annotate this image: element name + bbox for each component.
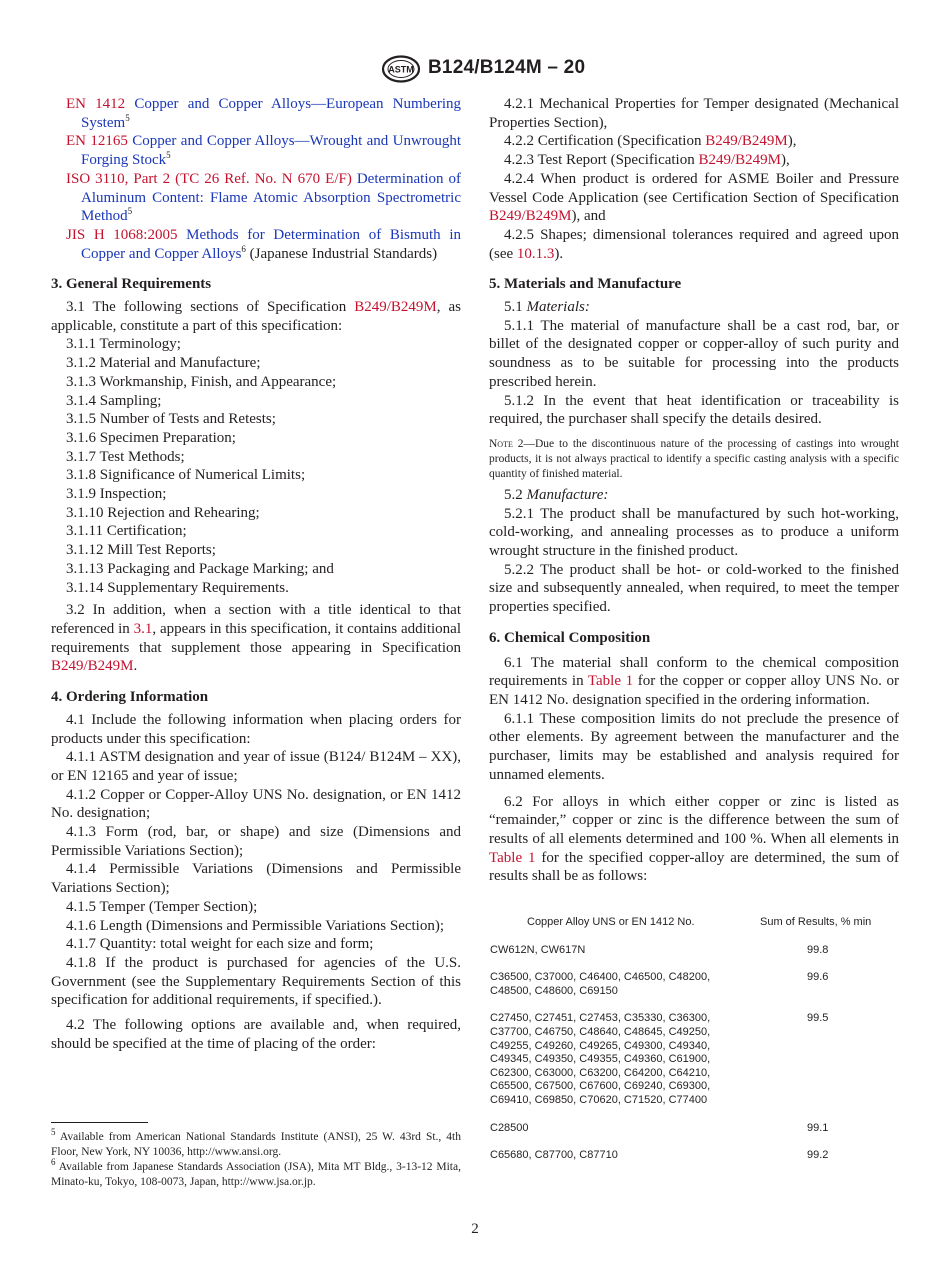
note-2: Note 2—Due to the discontinuous nature of the processing of castings into wrought products, it is not always practical to identify a specific casting analysis with a specific quantity of finished material. (489, 437, 899, 480)
paragraph-4-2-2: 4.2.2 Certification (Specification B249/B249M), (504, 133, 797, 150)
reference-title-link[interactable]: Copper and Copper Alloys—Wrought and Unwrought Forging Stock (81, 133, 462, 169)
alloy-line: C27450, C27451, C27453, C35330, C36300, (490, 1012, 711, 1025)
link-10-1-3[interactable]: 10.1.3 (516, 245, 555, 262)
table-cell-sum: 99.8 (807, 943, 829, 956)
list-item: 4.1.8 If the product is purchased for agencies of the U.S. Government (see the Supplementary Requirements Section of this specification for additional requirements, if specified.). (51, 954, 461, 1009)
paragraph-4-2-3: 4.2.3 Test Report (Specification B249/B249M), (504, 152, 790, 169)
table-cell-alloys (489, 1012, 807, 1107)
footnote-divider (51, 1122, 148, 1123)
reference-code-link[interactable]: EN 12165 (66, 133, 128, 150)
list-item: 4.1.1 ASTM designation and year of issue (B124/ B124M – XX), or EN 12165 and year of issue; (51, 749, 461, 784)
alloy-line: C62300, C63000, C63200, C64200, C64210, (490, 1066, 711, 1079)
list-item: 3.1.11 Certification; (66, 523, 187, 540)
reference-item: EN 1412 Copper and Copper Alloys—European Numbering System$^5$ (66, 96, 462, 131)
list-item: 3.1.2 Material and Manufacture; (66, 355, 261, 372)
footnote-6: $^6$ Available from Japanese Standards Association (JSA), Mita MT Bldg., 3-13-12 Mita, Minato-ku, Tokyo, 108-0073, Japan, http://www.jsa.or.jp. (51, 1157, 461, 1188)
table-row (489, 1122, 899, 1136)
page-number: 2 (471, 1221, 479, 1237)
table-row (489, 971, 899, 998)
reference-item: ISO 3110, Part 2 (TC 26 Ref. No. N 670 E/F) Determination of Aluminum Content: Flame Atomic Absorption Spectrometric Method$^5$ (66, 170, 461, 225)
list-item: 3.1.12 Mill Test Reports; (66, 542, 216, 559)
right-column (489, 95, 899, 886)
alloy-line: C65680, C87700, C87710 (490, 1149, 618, 1162)
link-b249[interactable]: B249/B249M (489, 208, 572, 225)
section-5-heading: 5. Materials and Manufacture (489, 276, 682, 293)
alloy-line: C37700, C46750, C48640, C48645, C49250, (490, 1025, 711, 1038)
table-cell-sum: 99.1 (807, 1121, 829, 1134)
table-cell-sum: 99.6 (807, 971, 829, 984)
reference-list (51, 95, 461, 263)
list-item: 3.1.4 Sampling; (66, 392, 162, 409)
list-item: 4.1.5 Temper (Temper Section); (66, 898, 258, 915)
reference-code-link[interactable]: EN 1412 (66, 96, 126, 112)
list-item: 3.1.8 Significance of Numerical Limits; (66, 467, 306, 484)
link-b249[interactable]: B249/B249M (698, 152, 781, 169)
table-cell-sum: 99.2 (807, 1149, 829, 1162)
list-item: 3.1.7 Test Methods; (66, 448, 185, 465)
reference-title-link[interactable]: Copper and Copper Alloys—European Numbering System (81, 96, 462, 131)
logo-text: ASTM (388, 64, 414, 75)
list-item: 4.1.7 Quantity: total weight for each size and form; (66, 936, 374, 953)
list-item: 3.1.9 Inspection; (66, 486, 167, 503)
table-cell-sum: 99.5 (807, 1012, 829, 1025)
astm-logo-icon (380, 55, 422, 83)
paragraph-3-1: 3.1 The following sections of Specification B249/B249M, as applicable, constitute a part of this specification: (51, 299, 461, 334)
alloy-line: C69410, C69850, C70620, C71520, C77400 (490, 1093, 708, 1106)
table-header (489, 916, 899, 930)
footnote-5: $^5$ Available from American National Standards Institute (ANSI), 25 W. 43rd St., 4th Floor, New York, NY 10036, http://www.ansi.org. (51, 1127, 461, 1158)
alloy-line: C28500 (490, 1121, 529, 1134)
list-item: 3.1.1 Terminology; (66, 336, 181, 353)
reference-code-link[interactable]: JIS H 1068:2005 (66, 226, 178, 243)
table-row (489, 1149, 899, 1163)
paragraph-4-2-4: 4.2.4 When product is ordered for ASME Boiler and Pressure Vessel Code Application (see Certification Section of Specification B249/B249M), and (489, 170, 899, 225)
list-item: 4.1.4 Permissible Variations (Dimensions and Permissible Variations Section); (51, 861, 461, 897)
link-b249[interactable]: B249/B249M (705, 133, 788, 150)
table-body (489, 944, 899, 1163)
alloy-line: CW612N, CW617N (490, 943, 586, 956)
section-4-list (51, 748, 461, 1010)
sum-of-results-table (489, 916, 899, 1177)
link-b249[interactable]: B249/B249M (51, 658, 134, 675)
paragraph-6-1: 6.1 The material shall conform to the chemical composition requirements in Table 1 for the copper or copper alloy UNS No. or EN 1412 No. designation specified in the ordering information. (489, 654, 899, 708)
list-item: 3.1.13 Packaging and Package Marking; and (66, 560, 334, 577)
paragraph-5-2-1: 5.2.1 The product shall be manufactured by such hot-working, cold-working, and annealing processes as to produce a uniform wrought structure in the finished product. (489, 505, 899, 560)
list-item: 3.1.3 Workmanship, Finish, and Appearance; (66, 373, 337, 390)
list-item: 3.1.6 Specimen Preparation; (66, 429, 236, 446)
list-item: 3.1.10 Rejection and Rehearing; (66, 504, 260, 521)
paragraph-5-1: 5.1 Materials: (504, 299, 590, 316)
table-header-sum: Sum of Results, % min (760, 916, 872, 928)
reference-title-link[interactable]: Methods for Determination of Bismuth in Copper and Copper Alloys (81, 226, 461, 262)
link-table-1[interactable]: Table 1 (489, 849, 536, 866)
paragraph-4-2-1: 4.2.1 Mechanical Properties for Temper designated (Mechanical Properties Section), (489, 96, 899, 131)
alloy-line: C49345, C49350, C49355, C49360, C61900, (490, 1053, 711, 1066)
table-cell-alloys (489, 1122, 807, 1136)
table-header-alloy: Copper Alloy UNS or EN 1412 No. (527, 916, 695, 928)
paragraph-6-2: 6.2 For alloys in which either copper or zinc is listed as “remainder,” copper or zinc is the difference between the sum of results of all elements determined and 100 %. When all elements in Table 1 for the specified copper-alloy are determined, the sum of results shall be as follows: (489, 793, 899, 885)
list-item: 4.1.2 Copper or Copper-Alloy UNS No. designation, or EN 1412 No. designation; (51, 786, 461, 822)
alloy-line: C49255, C49260, C49265, C49300, C49340, (490, 1039, 711, 1052)
section-4-heading: 4. Ordering Information (51, 689, 209, 706)
paragraph-4-2-5: 4.2.5 Shapes; dimensional tolerances required and agreed upon (see 10.1.3). (489, 226, 899, 262)
paragraph-5-2-2: 5.2.2 The product shall be hot- or cold-worked to the finished size and subsequently annealed, when required, to meet the temper properties specified. (489, 561, 899, 616)
list-item: 4.1.3 Form (rod, bar, or shape) and size (Dimensions and Permissible Variations Section); (51, 824, 461, 859)
paragraph-5-1-2: 5.1.2 In the event that heat identification or traceability is required, the purchaser shall specify the details desired. (489, 392, 899, 428)
section-3-list (51, 335, 461, 597)
paragraph-5-2: 5.2 Manufacture: (504, 486, 609, 503)
link-b249[interactable]: B249/B249M (354, 299, 437, 316)
left-column (51, 95, 461, 1053)
section-3-heading: 3. General Requirements (51, 276, 212, 293)
list-item: 3.1.14 Supplementary Requirements. (66, 579, 289, 596)
paragraph-6-1-1: 6.1.1 These composition limits do not preclude the presence of other elements. By agreement between the manufacturer and the purchaser, limits may be established and analysis required for unnamed elements. (489, 710, 899, 783)
list-item: 3.1.5 Number of Tests and Retests; (66, 411, 276, 428)
paragraph-4-2: 4.2 The following options are available and, when required, should be specified at the time of placing of the order: (51, 1017, 461, 1052)
alloy-line: C36500, C37000, C46400, C46500, C48200, (490, 971, 711, 984)
reference-item: EN 12165 Copper and Copper Alloys—Wrought and Unwrought Forging Stock$^5$ (66, 133, 462, 169)
reference-item: JIS H 1068:2005 Methods for Determination of Bismuth in Copper and Copper Alloys$^6$ (Japanese Industrial Standards) (66, 226, 461, 262)
reference-title-link[interactable]: Determination of Aluminum Content: Flame Atomic Absorption Spectrometric Method (81, 170, 461, 225)
list-item: 4.1.6 Length (Dimensions and Permissible Variations Section); (66, 917, 445, 934)
alloy-line: C48500, C48600, C69150 (490, 984, 618, 997)
reference-code-link[interactable]: ISO 3110, Part 2 (TC 26 Ref. No. N 670 E/F) (66, 170, 352, 187)
paragraph-3-2: 3.2 In addition, when a section with a title identical to that referenced in 3.1, appears in this specification, it contains additional requirements that supplement those appearing in Specification B249/B249M. (51, 602, 461, 675)
table-row (489, 944, 899, 958)
section-6-heading: 6. Chemical Composition (489, 629, 651, 646)
paragraph-5-1-1: 5.1.1 The material of manufacture shall be a cast rod, bar, or billet of the designated copper or copper-alloy of such purity and soundness as to be suitable for processing into the products prescribed herein. (489, 317, 899, 390)
table-row (489, 1012, 899, 1107)
table-cell-alloys (489, 944, 807, 958)
document-id: B124/B124M – 20 (428, 57, 586, 78)
link-table-1[interactable]: Table 1 (587, 673, 634, 690)
alloy-line: C65500, C67500, C67600, C69240, C69300, (490, 1080, 711, 1093)
table-cell-alloys (489, 971, 807, 998)
page-header (0, 55, 950, 85)
table-cell-alloys (489, 1149, 807, 1163)
link-3-1[interactable]: 3.1 (133, 620, 153, 637)
paragraph-4-1: 4.1 Include the following information when placing orders for products under this specification: (51, 711, 461, 747)
